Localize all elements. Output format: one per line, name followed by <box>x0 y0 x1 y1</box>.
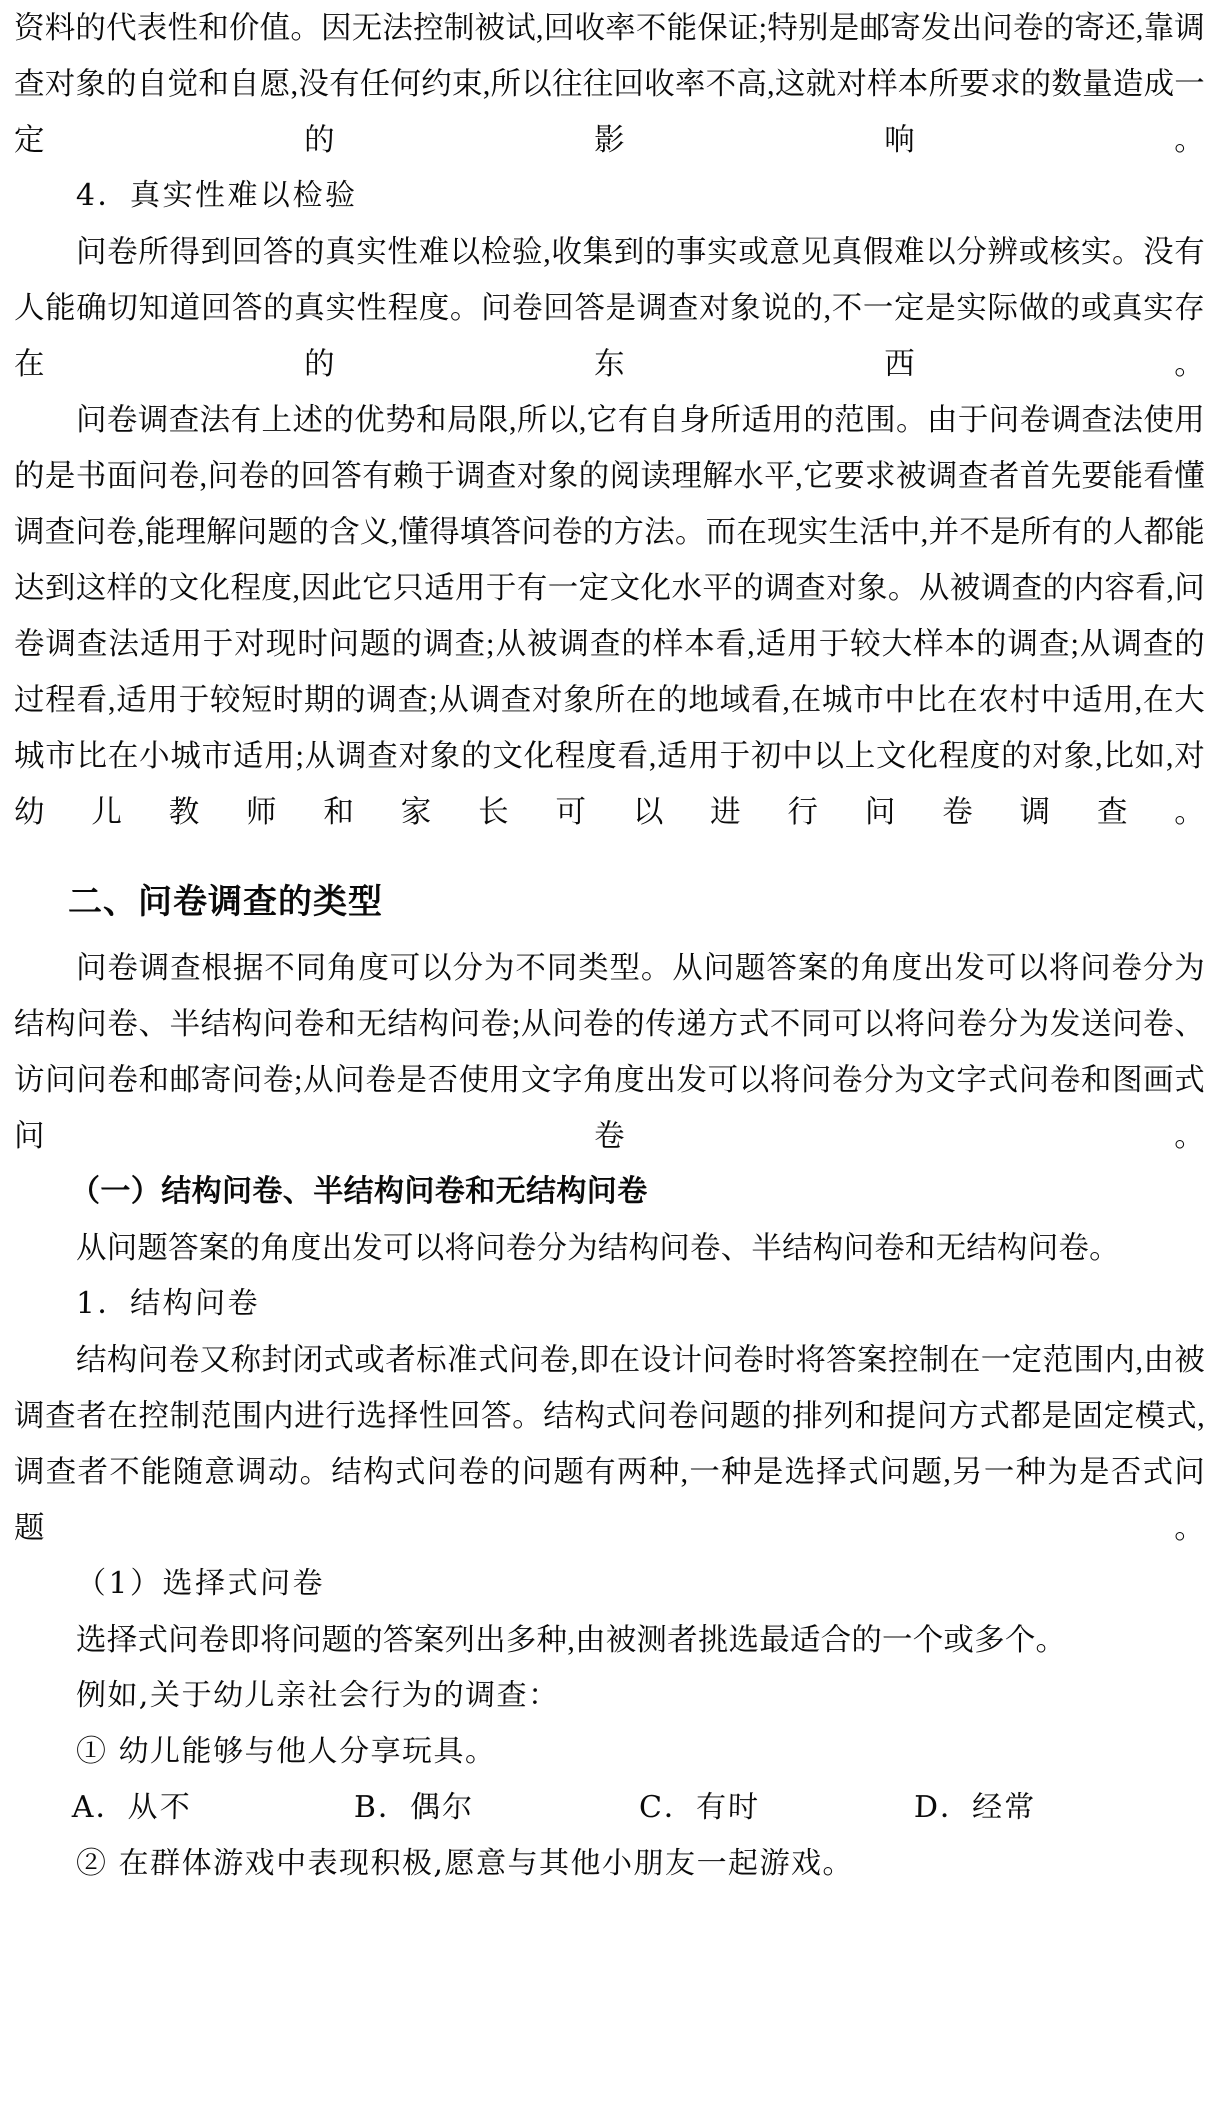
section-spacer-above <box>14 840 1205 874</box>
option-b[interactable]: B．偶尔 <box>353 1790 475 1825</box>
option-a[interactable]: A．从不 <box>71 1790 193 1825</box>
section-heading-questionnaire-types: 二、问卷调查的类型 <box>68 883 383 921</box>
example-lead-in: 例如,关于幼儿亲社会行为的调查： <box>75 1678 560 1713</box>
option-c[interactable]: C．有时 <box>638 1790 761 1825</box>
paragraph-structured-body: 结构问卷又称封闭式或者标准式问卷,即在设计问卷时将答案控制在一定范围内,由被调查者在控制范围内进行选择性回答。结构式问卷问题的排列和提问方式都是固定模式,调查者不能随意调动。结构式问卷的问题有两种,一种是选择式问题,另一种为是否式问题。 <box>14 1343 1205 1545</box>
heading-item-4: 4．真实性难以检验 <box>75 178 358 213</box>
heading-item-1-1-choice: （1）选择式问卷 <box>75 1566 326 1601</box>
paragraph-continuation-top: 资料的代表性和价值。因无法控制被试,回收率不能保证;特别是邮寄发出问卷的寄还,靠调查对象的自觉和自愿,没有任何约束,所以往往回收率不高,这就对样本所要求的数量造成一定的影响。 <box>14 11 1205 157</box>
survey-item-1: ① 幼儿能够与他人分享玩具。 <box>75 1734 497 1769</box>
option-d[interactable]: D．经常 <box>913 1790 1037 1825</box>
heading-item-1-structured: 1．结构问卷 <box>75 1286 261 1321</box>
paragraph-choice-body: 选择式问卷即将问题的答案列出多种,由被测者挑选最适合的一个或多个。 <box>76 1623 1067 1657</box>
section-spacer-below <box>14 930 1205 940</box>
survey-item-2: ② 在群体游戏中表现积极,愿意与其他小朋友一起游戏。 <box>75 1846 855 1881</box>
paragraph-scope-of-application: 问卷调查法有上述的优势和局限,所以,它有自身所适用的范围。由于问卷调查法使用的是书面问卷,问卷的回答有赖于调查对象的阅读理解水平,它要求被调查者首先要能看懂调查问卷,能理解问题的含义,懂得填答问卷的方法。而在现实生活中,并不是所有的人都能达到这样的文化程度,因此它只适用于有一定文化水平的调查对象。从被调查的内容看,问卷调查法适用于对现时问题的调查;从被调查的样本看,适用于较大样本的调查;从调查的过程看,适用于较短时期的调查;从调查对象所在的地域看,在城市中比在农村中适用,在大城市比在小城市适用;从调查对象的文化程度看,适用于初中以上文化程度的对象,比如,对幼儿教师和家长可以进行问卷调查。 <box>14 403 1205 829</box>
survey-item-1-options <box>13 1780 1205 1836</box>
paragraph-types-intro: 问卷调查根据不同角度可以分为不同类型。从问题答案的角度出发可以将问卷分为结构问卷、半结构问卷和无结构问卷;从问卷的传递方式不同可以将问卷分为发送问卷、访问问卷和邮寄问卷;从问卷是否使用文字角度出发可以将问卷分为文字式问卷和图画式问卷。 <box>14 951 1205 1153</box>
paragraph-subsection-intro: 从问题答案的角度出发可以将问卷分为结构问卷、半结构问卷和无结构问卷。 <box>76 1231 1120 1265</box>
subsection-heading-structured-questionnaires: （一）结构问卷、半结构问卷和无结构问卷 <box>70 1175 648 1208</box>
paragraph-truthfulness-body: 问卷所得到回答的真实性难以检验,收集到的事实或意见真假难以分辨或核实。没有人能确切知道回答的真实性程度。问卷回答是调查对象说的,不一定是实际做的或真实存在的东西。 <box>14 235 1205 381</box>
